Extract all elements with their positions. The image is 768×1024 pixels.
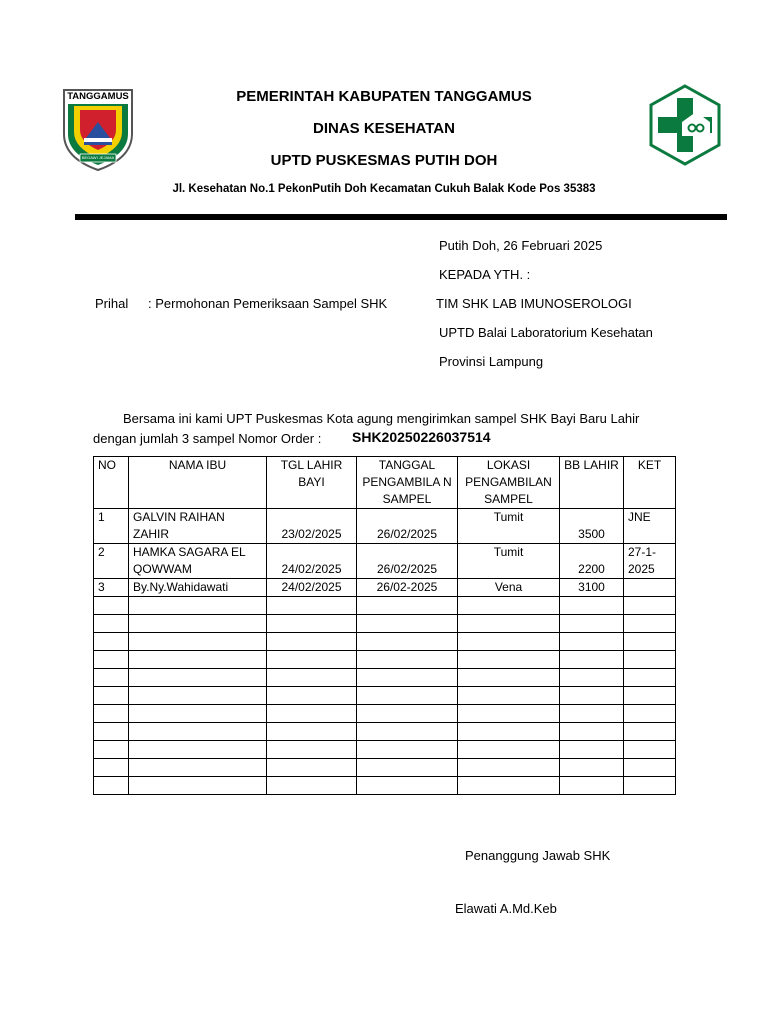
col-header-no: NO [94,457,129,509]
cell-ket: 27-1-2025 [624,544,676,579]
logo-title-text: TANGGAMUS [67,91,129,102]
recipient-line-2: UPTD Balai Laboratorium Kesehatan [439,325,653,340]
cell-ket [624,579,676,597]
place-date: Putih Doh, 26 Februari 2025 [439,238,603,253]
body-line-2: dengan jumlah 3 sampel Nomor Order : [93,431,322,446]
cell-tgl-pengambilan: 26/02-2025 [357,579,458,597]
empty-row [94,741,676,759]
cell-nama-ibu: HAMKA SAGARA EL QOWWAM [129,544,267,579]
cell-no: 2 [94,544,129,579]
header-divider [75,214,727,220]
table-header-row [94,457,676,509]
sample-table [93,456,676,795]
order-number: SHK20250226037514 [352,429,491,445]
cell-ket: JNE [624,509,676,544]
signature-name: Elawati A.Md.Keb [455,901,557,916]
signature-title: Penanggung Jawab SHK [465,848,611,863]
empty-row [94,615,676,633]
col-header-ket: KET [624,457,676,509]
empty-row [94,759,676,777]
header-department: DINAS KESEHATAN [313,120,455,137]
to-label: KEPADA YTH. : [439,267,531,282]
recipient-line-1: TIM SHK LAB IMUNOSEROLOGI [436,296,632,311]
cell-nama-ibu: By.Ny.Wahidawati [129,579,267,597]
cell-tgl-pengambilan: 26/02/2025 [357,544,458,579]
cell-bb-lahir: 2200 [560,544,624,579]
cell-tgl-lahir: 24/02/2025 [267,579,357,597]
cell-tgl-lahir: 24/02/2025 [267,544,357,579]
header-puskesmas: UPTD PUSKESMAS PUTIH DOH [270,152,498,169]
table-row [94,544,676,579]
empty-row [94,651,676,669]
empty-row [94,687,676,705]
cell-nama-ibu: GALVIN RAIHAN ZAHIR [129,509,267,544]
col-header-tanggal-pengambilan: TANGGAL PENGAMBILA N SAMPEL [357,457,458,509]
empty-row [94,669,676,687]
header-government: PEMERINTAH KABUPATEN TANGGAMUS [236,88,532,105]
cell-no: 1 [94,509,129,544]
cell-tgl-lahir: 23/02/2025 [267,509,357,544]
cell-lokasi: Tumit [458,544,560,579]
table-row [94,509,676,544]
empty-row [94,777,676,795]
cell-bb-lahir: 3100 [560,579,624,597]
cell-lokasi: Vena [458,579,560,597]
subject-label: Prihal [95,296,129,311]
cell-lokasi: Tumit [458,509,560,544]
logo-motto-text: BEGAWI JEJAMA [81,155,115,160]
subject-text: : Permohonan Pemeriksaan Sampel SHK [148,296,388,311]
empty-row [94,633,676,651]
cell-no: 3 [94,579,129,597]
body-line-1: Bersama ini kami UPT Puskesmas Kota agung mengirimkan sampel SHK Bayi Baru Lahir [123,411,640,426]
col-header-lokasi: LOKASI PENGAMBILAN SAMPEL [458,457,560,509]
empty-row [94,597,676,615]
empty-row [94,723,676,741]
header-address: Jl. Kesehatan No.1 PekonPutih Doh Kecamatan Cukuh Balak Kode Pos 35383 [172,183,596,195]
cell-bb-lahir: 3500 [560,509,624,544]
recipient-line-3: Provinsi Lampung [439,354,544,369]
table-row [94,579,676,597]
cell-tgl-pengambilan: 26/02/2025 [357,509,458,544]
col-header-bb-lahir: BB LAHIR [560,457,624,509]
empty-row [94,705,676,723]
col-header-nama-ibu: NAMA IBU [129,457,267,509]
col-header-tgl-lahir: TGL LAHIR BAYI [267,457,357,509]
